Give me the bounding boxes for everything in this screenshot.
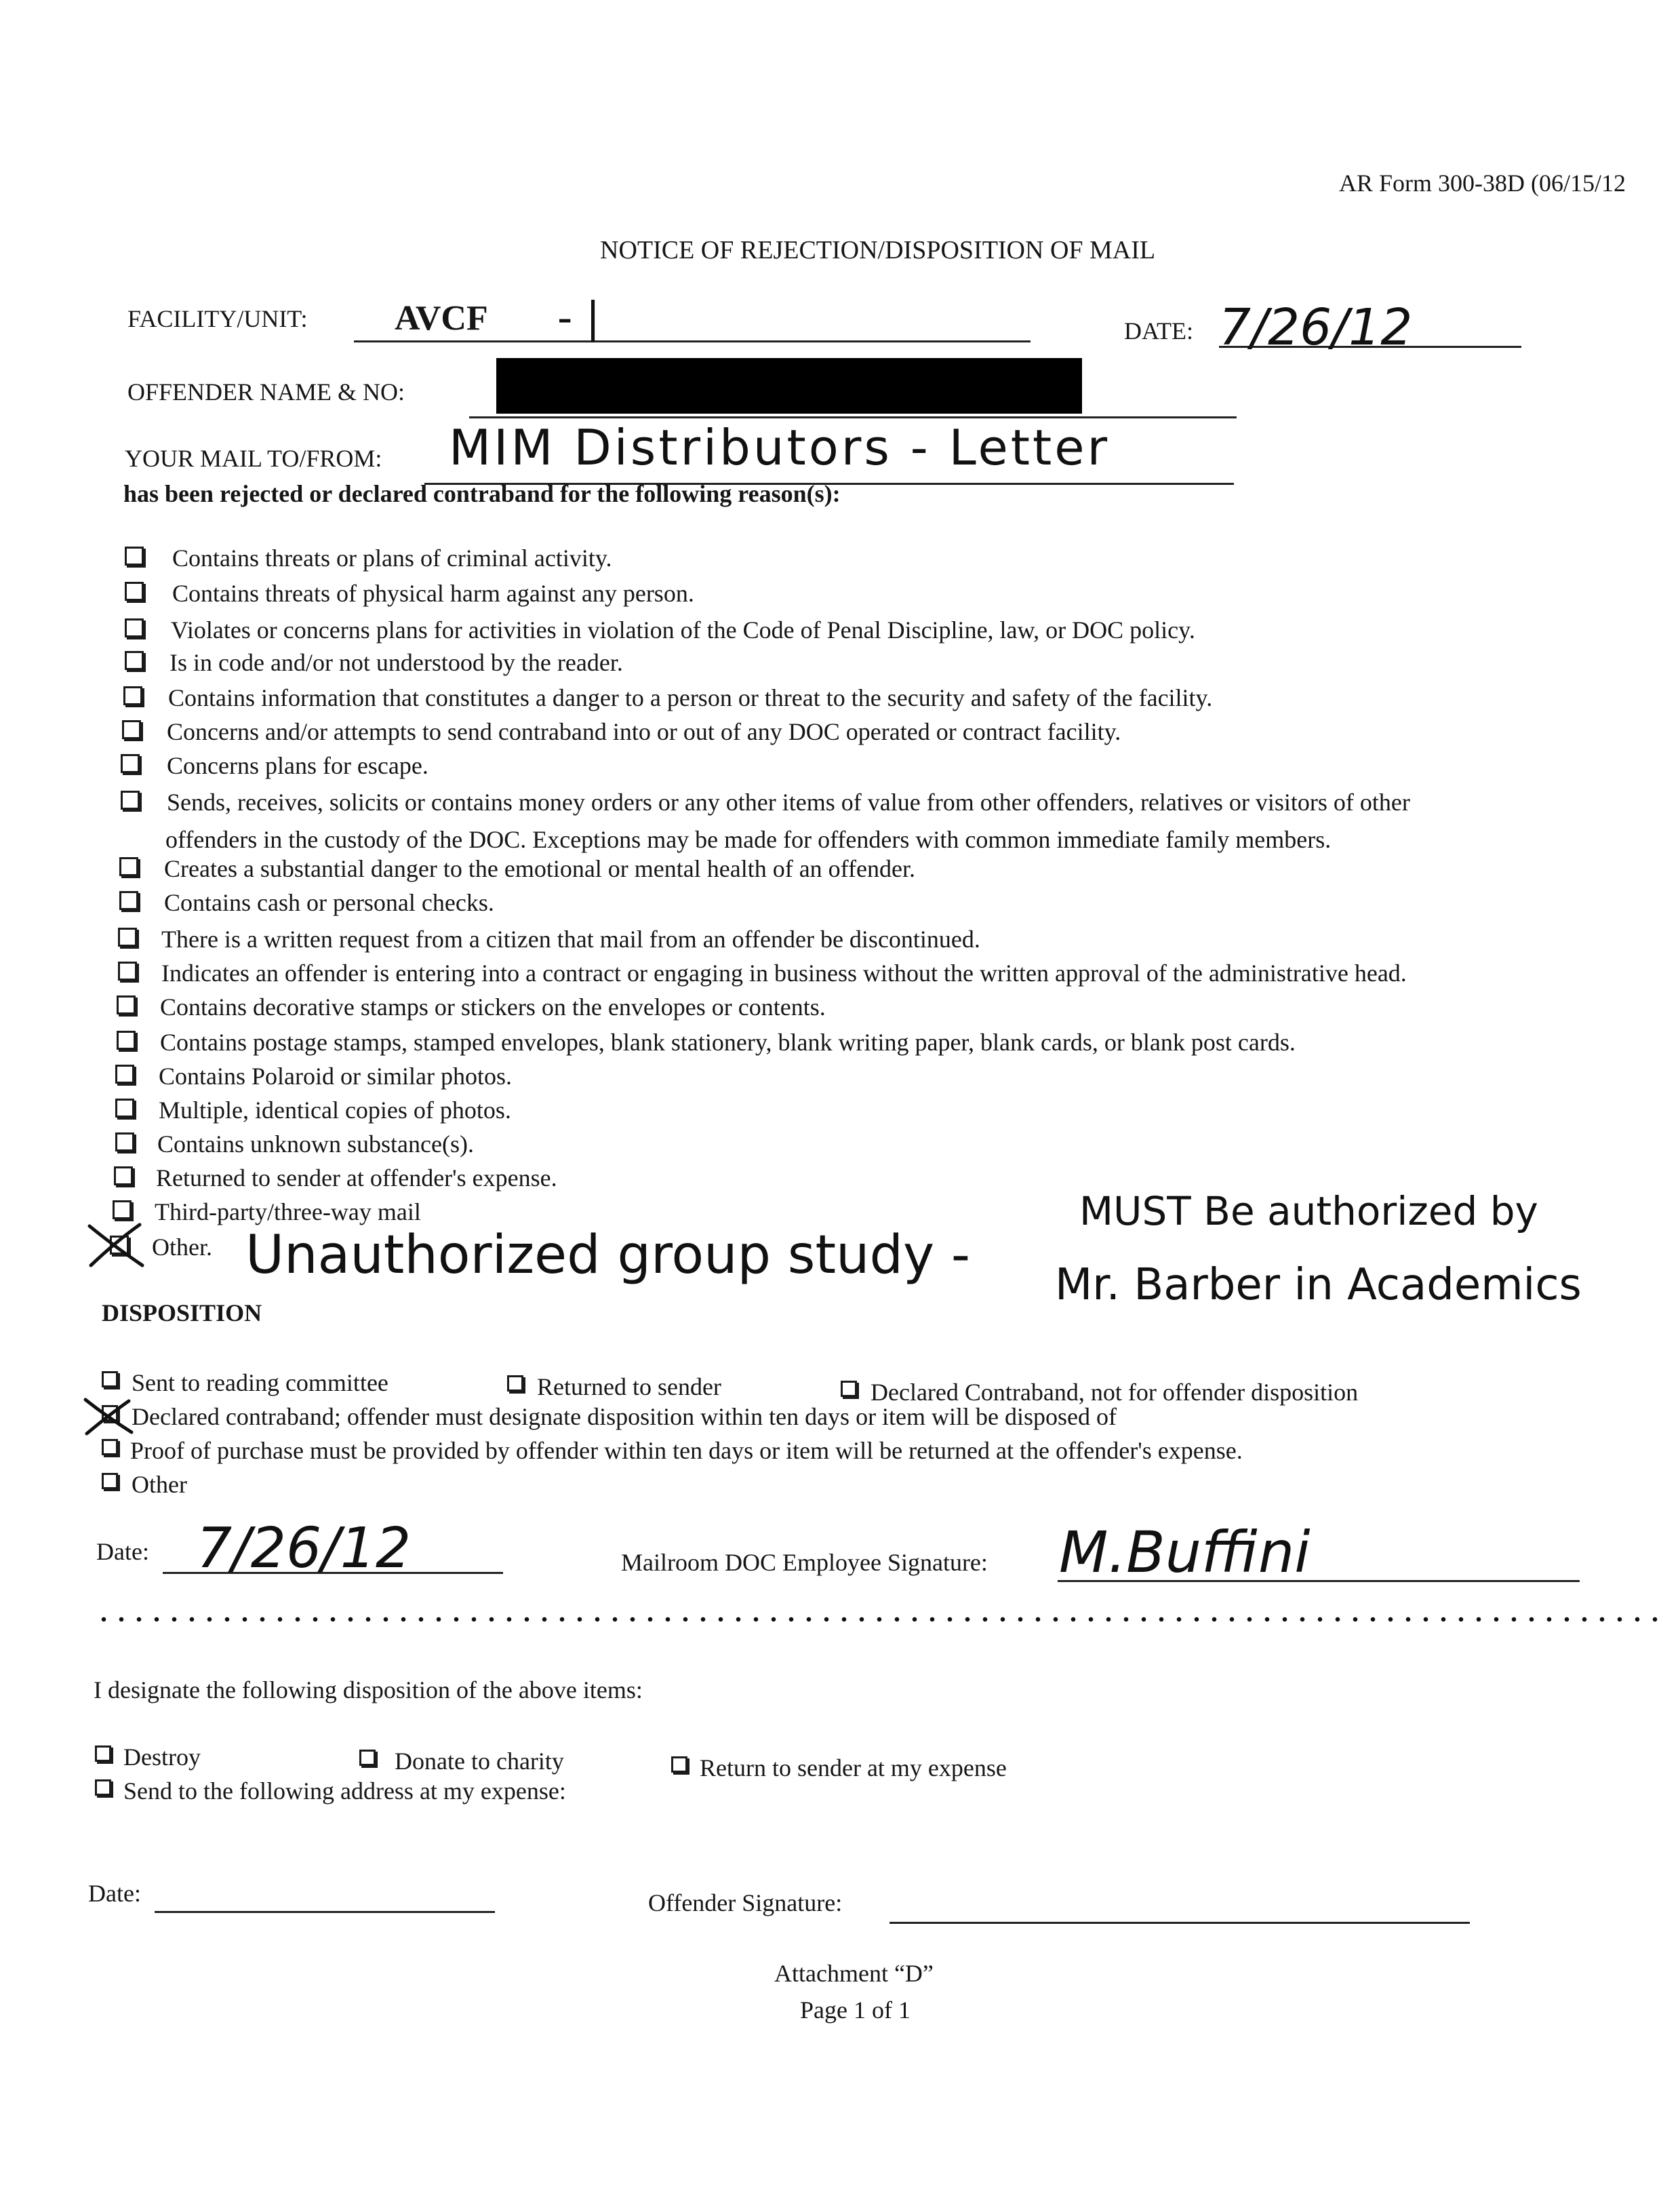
disposition-heading: DISPOSITION [102, 1299, 262, 1326]
offender-signature-field[interactable] [889, 1922, 1470, 1924]
offender-date-field[interactable] [155, 1911, 495, 1913]
reason-label: Sends, receives, solicits or contains money orders or any other items of value from other offenders, relatives or visitors of other [167, 789, 1410, 816]
other-note-line1[interactable]: MUST Be authorized by [1079, 1188, 1538, 1234]
disposition-label: Returned to sender [537, 1373, 721, 1400]
offender-underline [469, 416, 1237, 418]
reason-checkbox[interactable] [125, 618, 144, 637]
reason-label: Contains Polaroid or similar photos. [159, 1063, 512, 1090]
mail-value[interactable]: MIM Distributors - Letter [449, 419, 1111, 476]
redacted-offender-name [496, 358, 1082, 414]
check-x-mark-icon [85, 1221, 146, 1269]
offender-option-label: Return to sender at my expense [700, 1754, 1007, 1781]
reason-checkbox[interactable] [118, 962, 137, 981]
offender-option-label: Send to the following address at my expense: [123, 1777, 566, 1805]
reason-checkbox[interactable] [114, 1166, 133, 1185]
page-number: Page 1 of 1 [800, 1996, 911, 2024]
reason-label: Other. [152, 1234, 212, 1261]
reason-checkbox[interactable] [125, 547, 144, 566]
reason-checkbox[interactable] [121, 791, 140, 810]
reason-checkbox[interactable] [125, 651, 144, 670]
reason-label: Contains threats or plans of criminal activity. [172, 545, 612, 572]
reason-label: Contains postage stamps, stamped envelopes, blank stationery, blank writing paper, blank cards, or blank post cards. [160, 1029, 1296, 1056]
offender-option-checkbox[interactable] [95, 1779, 111, 1796]
reason-label: Violates or concerns plans for activities in violation of the Code of Penal Discipline, law, or DOC policy. [171, 616, 1195, 644]
reason-label: Concerns plans for escape. [167, 752, 428, 779]
other-note-line2[interactable]: Mr. Barber in Academics [1055, 1260, 1582, 1310]
reason-checkbox[interactable] [125, 582, 144, 601]
disposition-checkbox[interactable] [102, 1371, 118, 1387]
employee-signature[interactable]: M.Buffini [1059, 1519, 1311, 1585]
reason-checkbox[interactable] [115, 1065, 134, 1084]
check-x-mark-icon [81, 1396, 136, 1436]
employee-signature-label: Mailroom DOC Employee Signature: [621, 1549, 988, 1576]
reason-label: Creates a substantial danger to the emotional or mental health of an offender. [164, 855, 915, 882]
reason-checkbox[interactable] [117, 995, 136, 1014]
rejected-statement: has been rejected or declared contraband for the following reason(s): [123, 480, 841, 507]
reason-label: Contains threats of physical harm against any person. [172, 580, 694, 607]
reason-continuation: offenders in the custody of the DOC. Exceptions may be made for offenders with common immediate family members. [165, 826, 1332, 853]
reason-label: Contains information that constitutes a danger to a person or threat to the security and safety of the facility. [168, 684, 1213, 711]
facility-suffix: - | [557, 293, 600, 342]
offender-label: OFFENDER NAME & NO: [127, 378, 405, 406]
attachment-label: Attachment “D” [774, 1960, 934, 1987]
reason-checkbox[interactable] [118, 928, 137, 947]
reason-label: Contains unknown substance(s). [157, 1130, 474, 1158]
offender-option-checkbox[interactable] [359, 1750, 376, 1766]
reason-label: Third-party/three-way mail [155, 1198, 421, 1225]
mail-label: YOUR MAIL TO/FROM: [125, 445, 382, 472]
reason-checkbox[interactable] [113, 1200, 132, 1219]
reason-checkbox[interactable] [115, 1099, 134, 1118]
reason-label: There is a written request from a citizen that mail from an offender be discontinued. [161, 926, 980, 953]
form-title: NOTICE OF REJECTION/DISPOSITION OF MAIL [600, 236, 1156, 264]
disposition-label: Proof of purchase must be provided by offender within ten days or item will be returned at the offender's expense. [130, 1437, 1243, 1464]
facility-underline [354, 340, 1031, 342]
reason-label: Returned to sender at offender's expense. [156, 1164, 557, 1191]
offender-signature-label: Offender Signature: [648, 1889, 843, 1916]
disposition-checkbox[interactable] [507, 1375, 523, 1392]
reason-checkbox[interactable] [123, 686, 142, 705]
reason-label: Is in code and/or not understood by the reader. [169, 649, 623, 676]
dotted-separator [95, 1617, 1661, 1622]
offender-option-label: Destroy [123, 1743, 201, 1771]
disposition-label: Declared contraband; offender must designate disposition within ten days or item will be disposed of [132, 1403, 1117, 1430]
reason-checkbox[interactable] [121, 754, 140, 773]
disposition-date-value[interactable]: 7/26/12 [197, 1516, 412, 1581]
disposition-label: Other [132, 1471, 187, 1498]
reason-label: Multiple, identical copies of photos. [159, 1097, 511, 1124]
facility-value[interactable]: AVCF [395, 299, 488, 338]
other-note-main[interactable]: Unauthorized group study - [245, 1225, 971, 1286]
disposition-checkbox[interactable] [841, 1381, 857, 1397]
reason-checkbox[interactable] [117, 1031, 136, 1050]
reason-label: Contains decorative stamps or stickers on the envelopes or contents. [160, 993, 826, 1021]
disposition-date-label: Date: [96, 1538, 149, 1565]
disposition-label: Declared Contraband, not for offender disposition [871, 1379, 1359, 1406]
reason-label: Indicates an offender is entering into a contract or engaging in business without the written approval of the administrative head. [161, 960, 1407, 987]
offender-option-checkbox[interactable] [671, 1756, 687, 1773]
reason-label: Contains cash or personal checks. [164, 889, 494, 916]
reason-checkbox[interactable] [119, 857, 138, 876]
reason-checkbox[interactable] [122, 720, 141, 739]
facility-label: FACILITY/UNIT: [127, 305, 308, 332]
disposition-label: Sent to reading committee [132, 1369, 388, 1396]
disposition-checkbox[interactable] [102, 1439, 118, 1455]
date-label: DATE: [1124, 317, 1193, 344]
offender-date-label: Date: [88, 1880, 141, 1907]
disposition-checkbox[interactable] [102, 1473, 118, 1489]
date-value[interactable]: 7/26/12 [1219, 298, 1413, 357]
designate-statement: I designate the following disposition of the above items: [94, 1676, 643, 1703]
form-id: AR Form 300-38D (06/15/12 [1339, 170, 1626, 197]
reason-checkbox[interactable] [115, 1132, 134, 1151]
reason-label: Concerns and/or attempts to send contraband into or out of any DOC operated or contract facility. [167, 718, 1121, 745]
reason-checkbox[interactable] [119, 891, 138, 910]
offender-option-label: Donate to charity [395, 1748, 564, 1775]
offender-option-checkbox[interactable] [95, 1746, 111, 1762]
